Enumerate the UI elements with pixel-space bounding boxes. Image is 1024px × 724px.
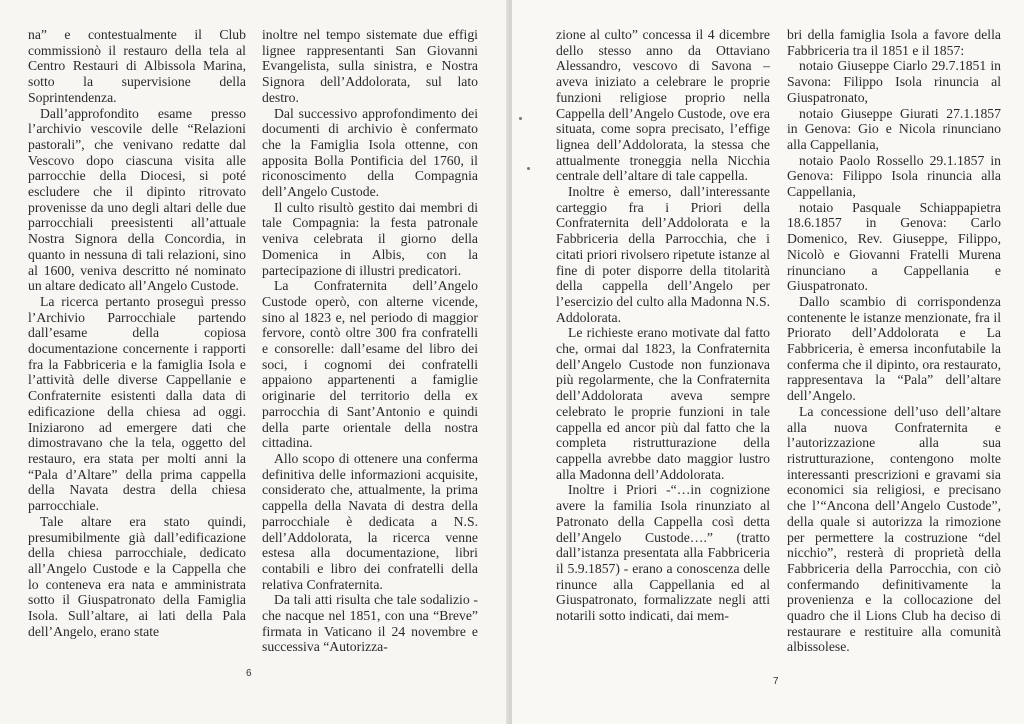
notary-entry: notaio Paolo Rossello 29.1.1857 in Genova: Filippo Isola rinuncia alla Cappellania, [787, 152, 1001, 200]
paragraph: bri della famiglia Isola a favore della Fabbriceria tra il 1851 e il 1857: [787, 27, 1001, 58]
paragraph: Dallo scambio di corrispondenza contenente le istanze menzionate, fra il Priorato dell’Addolorata e La Fabbriceria, è emersa inconfutabile la conferma che il dipinto, ora restaurato, rappresentava la “Pala” dell’altare dell’Angelo. [787, 293, 1001, 404]
paragraph: inoltre nel tempo sistemate due effigi lignee rappresentanti San Giovanni Evangelista, sulla sinistra, e Nostra Signora dell’Addolorata, sul lato destro. [262, 27, 478, 105]
paragraph: Dall’approfondito esame presso l’archivio vescovile delle “Relazioni pastorali”, che venivano redatte dal Vescovo dopo ciascuna visita alle parrocchie della Diocesi, si poté escludere che il dipinto ritrovato provenisse da uno degli altari delle due parrocchiali preesistenti all’attuale Nostra Signora della Concordia, in quanto in nessuna di tali relazioni, sino al 1600, veniva descritto né nominato un altare dedicato all’Angelo Custode. [28, 105, 246, 294]
paragraph: Tale altare era stato quindi, presumibilmente già dall’edificazione della chiesa parrocchiale, dedicato all’Angelo Custode e la Cappella che lo conteneva era nata e amministrata sotto il Giuspatronato della Famiglia Isola. Sull’altare, ai lati della Pala dell’Angelo, erano state [28, 513, 246, 639]
paragraph: La Confraternita dell’Angelo Custode operò, con alterne vicende, sino al 1823 e, nel periodo di maggior fervore, contò oltre 300 fra confratelli e consorelle: dall’esame del libro dei soci, i cognomi dei confratelli appaiono appartenenti a famiglie originarie del territorio della ex parrocchia di Sant’Antonio e quindi della parte orientale della nostra cittadina. [262, 278, 478, 451]
paragraph: Da tali atti risulta che tale sodalizio - che nacque nel 1851, con una “Breve” firmata in Vaticano il 24 novembre e successiva “Autorizza- [262, 592, 478, 655]
notary-entry: notaio Pasquale Schiappapietra 18.6.1857 in Genova: Carlo Domenico, Rev. Giuseppe, Filippo, Nicolò e Giovanni Fratelli Murena rinunciano a Cappellania e Giuspatronato. [787, 199, 1001, 294]
left-page-column-1 [28, 27, 246, 639]
paragraph: Allo scopo di ottenere una conferma definitiva delle informazioni acquisite, considerato che, attualmente, la prima cappella della Navata di destra della parrocchiale è dedicata a N.S. dell’Addolorata, la ricerca venne estesa alla documentazione, libri contabili e libro dei confratelli della relativa Confraternita. [262, 450, 478, 592]
paragraph: Le richieste erano motivate dal fatto che, ormai dal 1823, la Confraternita dell’Angelo Custode non funzionava più regolarmente, che la Confraternita dell’Addolorata aveva sempre celebrato le proprie funzioni in tale cappella ed ancor più dal fatto che la completa ristrutturazione della cappella avrebbe dato maggior lustro alla Madonna dell’Addolorata. [556, 325, 770, 482]
paragraph: Inoltre è emerso, dall’interessante carteggio fra i Priori della Confraternita dell’Addolorata e la Fabbriceria della Parrocchia, che i citati priori rivolsero ripetute istanze al fine di poter disporre della titolarità della cappella dell’Angelo per l’esercizio del culto alla Madonna N.S. Addolorata. [556, 184, 770, 325]
paragraph: La concessione dell’uso dell’altare alla nuova Confraternita e l’autorizzazione alla sua ristrutturazione, contengono molte interessanti prescrizioni e gravami sia economici sia religiosi, e precisano che l’“Ancona dell’Angelo Custode”, della quale si autorizza la rimozione per permettere la costruzione “del nicchio”, resterà di proprietà della Fabbriceria della Parrocchia, con ciò confermando definitivamente la provenienza e la collocazione del quadro che il Lions Club ha deciso di restaurare e restituire alla comunità albissolese. [787, 403, 1001, 655]
scan-speck [527, 167, 530, 170]
paragraph: Inoltre i Priori -“…in cognizione avere la familia Isola rinunziato al Patronato della Cappella così detta dell’Angelo Custode….” (tratto dall’istanza presentata alla Fabbriceria il 5.9.1857) - erano a conoscenza delle rinunce alla Cappellania ed al Giuspatronato, formalizzate negli atti notarili sotto indicati, dai mem- [556, 482, 770, 624]
paragraph: Dal successivo approfondimento dei documenti di archivio è confermato che la Famiglia Isola ottenne, con apposita Bolla Pontificia del 1760, il riconoscimento della Compagnia dell’Angelo Custode. [262, 105, 478, 200]
paragraph: na” e contestualmente il Club commissionò il restauro della tela al Centro Restauri di Albissola Marina, sotto la supervisione della Soprintendenza. [28, 27, 246, 105]
scan-speck [519, 117, 522, 120]
right-page-column-1 [556, 27, 770, 624]
notary-entry: notaio Giuseppe Ciarlo 29.7.1851 in Savona: Filippo Isola rinuncia al Giuspatronato, [787, 58, 1001, 105]
right-page-column-2 [787, 27, 1001, 655]
paragraph: Il culto risultò gestito dai membri di tale Compagnia: la festa patronale veniva celebrata il giorno della Domenica in Albis, con la partecipazione di illustri predicatori. [262, 199, 478, 278]
page-number: 7 [773, 676, 779, 687]
paragraph: La ricerca pertanto proseguì presso l’Archivio Parrocchiale partendo dall’esame della copiosa documentazione concernente i rapporti fra la Fabbriceria e la famiglia Isola e l’attività delle diverse Cappellanie e Confraternite esistenti dalla data di edificazione della chiesa ad oggi. Iniziarono ad emergere dati che dimostravano che la tela, oggetto del restauro, era stata per molti anni la “Pala d’Altare” della prima cappella della Navata destra della chiesa parrocchiale. [28, 293, 246, 514]
notary-entry: notaio Giuseppe Giurati 27.1.1857 in Genova: Gio e Nicola rinunciano alla Cappellania, [787, 105, 1001, 152]
left-page [0, 0, 510, 724]
paragraph: zione al culto” concessa il 4 dicembre dello stesso anno da Ottaviano Alessandro, vescovo di Savona – aveva iniziato a celebrare le proprie funzioni religiose proprio nella Cappella dell’Angelo Custode, ove era situata, come sopra precisato, l’effige lignea dell’Addolorata, la stessa che attualmente troneggia nella Nicchia centrale dell’altare di tale cappella. [556, 27, 770, 184]
page-number: 6 [246, 668, 252, 679]
left-page-column-2 [262, 27, 478, 655]
